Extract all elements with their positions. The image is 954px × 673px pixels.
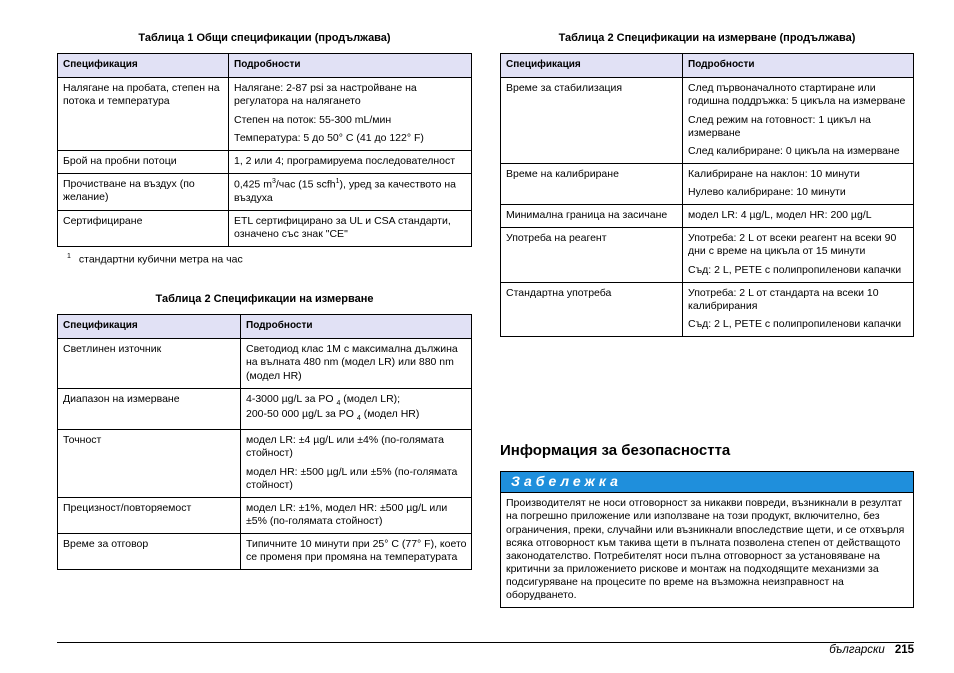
table-row (58, 173, 472, 210)
details-cell (241, 497, 472, 533)
table-row (58, 388, 472, 430)
details-line: Съд: 2 L, PETE с полипропиленови капачки (688, 263, 902, 276)
subscript: 4 (336, 399, 341, 407)
footnote-text: стандартни кубични метра на час (78, 253, 243, 266)
header-details: Подробности (241, 314, 472, 339)
details-cell (683, 282, 914, 336)
details-cell (683, 78, 914, 164)
details-line: Нулево калибриране: 10 минути (688, 186, 846, 198)
details-line: След първоначалното стартиране или годишна поддръжка: 5 цикъла на измерване (688, 82, 906, 108)
details-line: Калибриране на наклон: 10 минути (688, 167, 860, 180)
details-cell (229, 150, 472, 173)
header-spec: Спецификация (58, 53, 229, 78)
details-line: Типичните 10 минути при 25° C (77° F), което се променя при промяна на температурата (246, 538, 467, 564)
footnote-mark: 1 (67, 252, 71, 260)
details-line: Температура: 5 до 50° C (41 до 122° F) (234, 131, 424, 144)
table-row (58, 78, 472, 151)
details-line: модел LR: 4 µg/L, модел HR: 200 µg/L (688, 209, 872, 222)
details-line: ETL сертифицирано за UL и CSA стандарти, означено със знак "CE" (234, 214, 451, 240)
spec-cell: Употреба на реагент (501, 228, 683, 282)
text-run: ), уред за качеството на въздуха (234, 178, 456, 204)
details-cell (229, 173, 472, 210)
details-line: Употреба: 2 L от стандарта на всеки 10 калибрирания (688, 286, 879, 312)
table1-footnote (57, 253, 472, 267)
spec-cell: Налягане на пробата, степен на потока и температура (58, 78, 229, 151)
table-header-row (58, 53, 472, 78)
note-label: Забележка (501, 472, 913, 494)
spec-cell: Точност (58, 430, 241, 498)
spec-cell: Време на калибриране (501, 163, 683, 204)
table-row (501, 163, 914, 204)
page-number: 215 (894, 644, 914, 656)
spec-cell: Минимална граница на засичане (501, 205, 683, 228)
table-row (58, 339, 472, 388)
table-row (501, 228, 914, 282)
section-title: Информация за безопасността (500, 442, 731, 459)
details-line: Степен на поток: 55-300 mL/мин (234, 113, 392, 126)
table2-cont-caption: Таблица 2 Спецификации на измерване (продължава) (558, 32, 856, 44)
details-line: модел LR: ±1%, модел HR: ±500 µg/L или ±5% (по-голямата стойност) (246, 501, 448, 527)
details-cell (683, 205, 914, 228)
details-line: Светодиод клас 1M с максимална дължина на вълната 480 nm (модел LR) или 880 nm (модел HR) (246, 343, 458, 382)
table2-continued (500, 53, 914, 337)
spec-cell: Сертифициране (58, 210, 229, 246)
footnote-ref: 1 (335, 177, 340, 185)
header-details: Подробности (683, 53, 914, 78)
spec-cell: Брой на пробни потоци (58, 150, 229, 173)
details-cell (241, 339, 472, 388)
table-row (58, 497, 472, 533)
table1-block (57, 32, 472, 267)
spec-cell: Светлинен източник (58, 339, 241, 388)
note-box (500, 471, 914, 609)
text-run: (модел HR) (360, 408, 420, 421)
details-cell (229, 78, 472, 151)
details-line: модел LR: ±4 µg/L или ±4% (по-голямата стойност) (246, 434, 444, 460)
header-details: Подробности (229, 53, 472, 78)
text-run: (модел LR); (340, 392, 401, 405)
details-line: Съд: 2 L, PETE с полипропиленови капачки (688, 317, 902, 330)
details-cell (683, 163, 914, 204)
table2 (57, 314, 472, 571)
details-line: Употреба: 2 L от всеки реагент на всеки 90 дни с време на цикъла от 15 минути (688, 232, 897, 258)
details-line (234, 178, 467, 205)
table-header-row (501, 53, 914, 78)
text-run: 4-3000 µg/L за PO (246, 392, 337, 405)
note-text: Производителят не носи отговорност за никакви повреди, възникнали в резултат на погрешно приложение или използване на този продукт, включително, без ограничения, преки, случайни или възникнали впоследствие щети, и се отхвърля всяка отговорност към такива щети в пълната позволена степен от действащото законодателство. Потребителят носи пълна отговорност за установяване на критични за приложението рискове и монтаж на подходящите механизми за подсигуряване на процесите по време на възможна неизправност на оборудването. (506, 497, 905, 602)
details-cell (241, 430, 472, 498)
spec-cell: Време за отговор (58, 534, 241, 570)
table-row (58, 210, 472, 246)
spec-cell: Прецизност/повторяемост (58, 497, 241, 533)
text-run: /час (15 scfh (275, 178, 336, 191)
table1-caption: Таблица 1 Общи спецификации (продължава) (138, 32, 391, 44)
header-spec: Спецификация (58, 314, 241, 339)
footer-language: български (829, 644, 885, 656)
spec-cell: Стандартна употреба (501, 282, 683, 336)
table-row (501, 205, 914, 228)
text-run: 200-50 000 µg/L за PO (246, 408, 357, 421)
details-line: Налягане: 2-87 psi за настройване на регулатора на налягането (234, 82, 417, 108)
superscript: 3 (271, 177, 276, 185)
table1 (57, 53, 472, 247)
spec-cell: Време за стабилизация (501, 78, 683, 164)
details-line: 1, 2 или 4; програмируема последователност (234, 154, 456, 167)
details-cell (241, 388, 472, 430)
details-cell (241, 534, 472, 570)
table-row (58, 150, 472, 173)
page-footer (829, 643, 914, 657)
table-row (58, 534, 472, 570)
details-line: След режим на готовност: 1 цикъл на измерване (688, 113, 871, 139)
table2-caption: Таблица 2 Спецификации на измерване (155, 293, 374, 305)
table-header-row (58, 314, 472, 339)
details-cell (683, 228, 914, 282)
spec-cell: Прочистване на въздух (по желание) (58, 173, 229, 210)
table-row (501, 78, 914, 164)
spec-cell: Диапазон на измерване (58, 388, 241, 430)
details-line: След калибриране: 0 цикъла на измерване (688, 144, 900, 157)
text-run: 0,425 m (234, 178, 272, 191)
footer-divider (57, 642, 914, 643)
table-row (501, 282, 914, 336)
table-row (58, 430, 472, 498)
header-spec: Спецификация (501, 53, 683, 78)
details-line: модел HR: ±500 µg/L или ±5% (по-голямата стойност) (246, 465, 458, 491)
details-line (246, 408, 467, 424)
table2-block (57, 293, 472, 570)
subscript: 4 (356, 415, 361, 423)
details-cell (229, 210, 472, 246)
details-line (246, 393, 467, 409)
table2-cont-block (500, 32, 914, 337)
safety-section (500, 442, 914, 608)
